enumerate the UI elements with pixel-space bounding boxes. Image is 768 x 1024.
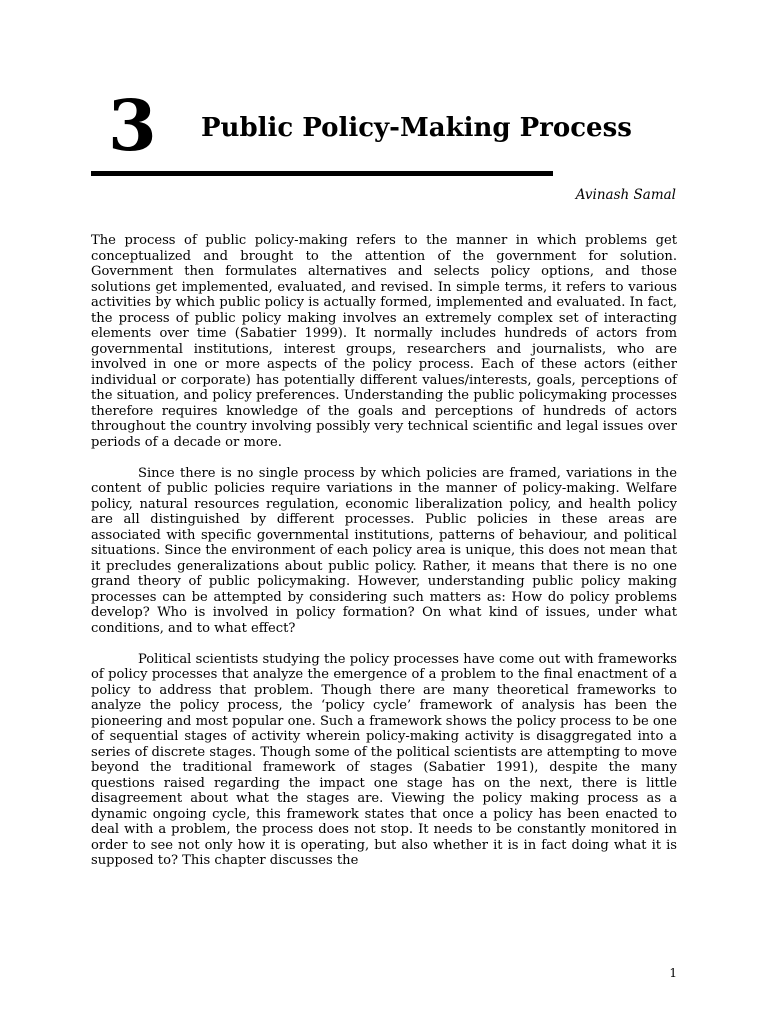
- chapter-number: 3: [108, 84, 157, 167]
- author-name: Avinash Samal: [575, 187, 676, 203]
- title-rule: [91, 171, 553, 176]
- page-number: 1: [669, 966, 677, 980]
- paragraph-3: Political scientists studying the policy processes have come out with frameworks of policy processes that analyze the emergence of a problem to the final enactment of a policy to address that problem. Though there are many theoretical frameworks to analyze the policy process, the ‘policy cycle’ framework of analysis has been the pioneering and most popular one. Such a framework shows the policy process to be one of sequential stages of activity wherein policy-making activity is disaggregated into a series of discrete stages. Though some of the political scientists are attempting to move beyond the traditional framework of stages (Sabatier 1991), despite the many questions raised regarding the impact one stage has on the next, there is little disagreement about what the stages are. Viewing the policy making process as a dynamic ongoing cycle, this framework states that once a policy has been enacted to deal with a problem, the process does not stop. It needs to be constantly monitored in order to see not only how it is operating, but also whether it is in fact doing what it is supposed to? This chapter discusses the: [91, 651, 677, 868]
- paragraph-2: Since there is no single process by which policies are framed, variations in the content of public policies require variations in the manner of policy-making. Welfare policy, natural resources regulation, economic liberalization policy, and health policy are all distinguished by different processes. Public policies in these areas are associated with specific governmental institutions, patterns of behaviour, and political situations. Since the environment of each policy area is unique, this does not mean that it precludes generalizations about public policy. Rather, it means that there is no one grand theory of public policymaking. However, understanding public policy making processes can be attempted by considering such matters as: How do policy problems develop? Who is involved in policy formation? On what kind of issues, under what conditions, and to what effect?: [91, 465, 677, 636]
- body-text: [91, 233, 677, 884]
- paragraph-1: The process of public policy-making refers to the manner in which problems get conceptualized and brought to the attention of the government for solution. Government then formulates alternatives and selects policy options, and those solutions get implemented, evaluated, and revised. In simple terms, it refers to various activities by which public policy is actually formed, implemented and evaluated. In fact, the process of public policy making involves an extremely complex set of interacting elements over time (Sabatier 1999). It normally includes hundreds of actors from governmental institutions, interest groups, researchers and journalists, who are involved in one or more aspects of the policy process. Each of these actors (either individual or corporate) has potentially different values/interests, goals, perceptions of the situation, and policy preferences. Understanding the public policymaking processes therefore requires knowledge of the goals and perceptions of hundreds of actors throughout the country involving possibly very technical scientific and legal issues over periods of a decade or more.: [91, 233, 677, 450]
- chapter-title: Public Policy-Making Process: [201, 113, 632, 143]
